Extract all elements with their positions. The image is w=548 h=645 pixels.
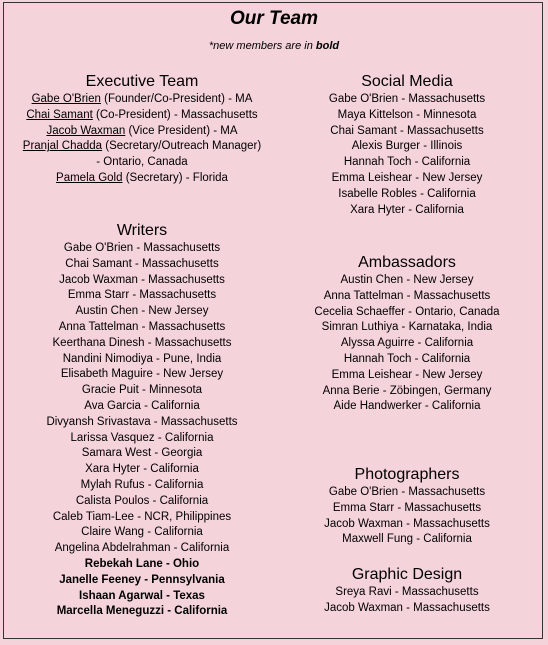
member-name-link[interactable]: Pranjal Chadda <box>22 140 103 153</box>
writer-member: Jacob Waxman - Massachusetts <box>59 273 225 286</box>
executive-member <box>4 139 280 155</box>
writer-member: Samara West - Georgia <box>81 447 203 460</box>
writer-member: Anna Tattelman - Massachusetts <box>58 320 226 333</box>
social-media-member: Hannah Toch - California <box>343 156 471 169</box>
bold-note <box>0 40 548 52</box>
executive-list <box>4 92 280 187</box>
writers-section <box>4 221 280 620</box>
photographer-member: Jacob Waxman - Massachusetts <box>324 517 490 530</box>
executive-member <box>4 171 280 187</box>
member-name-link[interactable]: Gabe O'Brien <box>31 93 101 105</box>
writer-member: Caleb Tiam-Lee - NCR, Philippines <box>52 510 232 523</box>
ambassador-member: Aide Handwerker - California <box>333 400 481 413</box>
ambassador-member: Emma Leishear - New Jersey <box>331 368 483 381</box>
writer-member: Elisabeth Maguire - New Jersey <box>60 368 224 381</box>
member-role: (Founder/Co-President) - MA <box>100 93 253 105</box>
executive-section <box>4 72 280 187</box>
executive-member <box>4 92 280 108</box>
writer-member: Emma Starr - Massachusetts <box>67 289 217 302</box>
writer-member: Keerthana Dinesh - Massachusetts <box>52 336 232 349</box>
member-name-link[interactable]: Jacob Waxman <box>46 124 126 137</box>
writer-member: Claire Wang - California <box>81 526 203 539</box>
ambassador-member: Alyssa Aguirre - California <box>340 337 474 350</box>
member-role: - Ontario, Canada <box>96 156 188 169</box>
member-role: (Secretary/Outreach Manager) <box>102 140 262 153</box>
ambassador-member: Anna Berie - Zöbingen, Germany <box>322 384 492 397</box>
new-writer-member: Ishaan Agarwal - Texas <box>79 589 205 602</box>
executive-member <box>4 108 280 124</box>
photographer-member: Maxwell Fung - California <box>342 533 472 546</box>
photographers-heading: Photographers <box>354 466 460 483</box>
writer-member: Nandini Nimodiya - Pune, India <box>62 352 222 365</box>
photographer-member: Gabe O'Brien - Massachusetts <box>328 486 486 498</box>
executive-member <box>4 124 280 140</box>
photographer-member: Emma Starr - Massachusetts <box>332 501 482 514</box>
ambassadors-section <box>272 253 542 415</box>
writer-member: Divyansh Srivastava - Massachusetts <box>46 415 238 428</box>
graphic-design-list <box>272 585 542 617</box>
writer-member: Gracie Puit - Minnesota <box>81 384 203 397</box>
ambassador-member: Cecelia Schaeffer - Ontario, Canada <box>314 305 500 318</box>
new-writer-member: Janelle Feeney - Pennsylvania <box>59 573 225 586</box>
member-role: (Secretary) - Florida <box>122 171 228 184</box>
writer-member: Ava Garcia - California <box>84 399 200 412</box>
social-media-list <box>272 92 542 218</box>
executive-member <box>4 155 280 171</box>
page-title: Our Team <box>230 8 318 29</box>
graphic-design-member: Jacob Waxman - Massachusetts <box>324 601 490 614</box>
ambassador-member: Hannah Toch - California <box>343 352 471 365</box>
ambassador-member: Simran Luthiya - Karnataka, India <box>321 321 493 334</box>
writer-member: Mylah Rufus - California <box>80 478 204 491</box>
graphic-design-heading: Graphic Design <box>351 566 463 583</box>
new-writer-member: Marcella Meneguzzi - California <box>56 605 228 618</box>
member-role: (Vice President) - MA <box>125 124 238 137</box>
ambassadors-list <box>272 273 542 415</box>
writer-member: Gabe O'Brien - Massachusetts <box>63 242 221 254</box>
social-media-member: Maya Kittelson - Minnesota <box>337 108 477 121</box>
photographers-list <box>272 485 542 548</box>
executive-heading: Executive Team <box>85 73 199 90</box>
writers-list <box>4 241 280 620</box>
new-writer-member: Rebekah Lane - Ohio <box>84 557 200 570</box>
writer-member: Angelina Abdelrahman - California <box>54 542 230 555</box>
social-media-member: Xara Hyter - California <box>350 203 464 216</box>
graphic-design-section <box>272 565 542 617</box>
ambassador-member: Austin Chen - New Jersey <box>340 274 474 286</box>
member-role: (Co-President) - Massachusetts <box>92 108 258 121</box>
ambassadors-heading: Ambassadors <box>358 254 456 271</box>
note-emphasis: bold <box>315 40 340 52</box>
writer-member: Calista Poulos - California <box>75 494 209 507</box>
member-name-link[interactable]: Pamela Gold <box>56 171 123 184</box>
writer-member: Austin Chen - New Jersey <box>75 305 209 318</box>
ambassador-member: Anna Tattelman - Massachusetts <box>323 289 491 302</box>
social-media-member: Emma Leishear - New Jersey <box>331 171 483 184</box>
member-name-link[interactable]: Chai Samant <box>26 108 93 121</box>
writer-member: Xara Hyter - California <box>85 463 199 476</box>
social-media-member: Gabe O'Brien - Massachusetts <box>328 93 486 105</box>
social-media-member: Alexis Burger - Illinois <box>351 140 463 153</box>
photographers-section <box>272 465 542 548</box>
social-media-member: Isabelle Robles - California <box>338 187 476 200</box>
social-media-heading: Social Media <box>361 73 453 90</box>
social-media-member: Chai Samant - Massachusetts <box>330 124 484 137</box>
writer-member: Larissa Vasquez - California <box>70 431 214 444</box>
social-media-section <box>272 72 542 218</box>
note-prefix: *new members are in <box>208 40 316 52</box>
graphic-design-member: Sreya Ravi - Massachusetts <box>335 586 479 598</box>
writers-heading: Writers <box>116 222 168 239</box>
writer-member: Chai Samant - Massachusetts <box>65 257 219 270</box>
